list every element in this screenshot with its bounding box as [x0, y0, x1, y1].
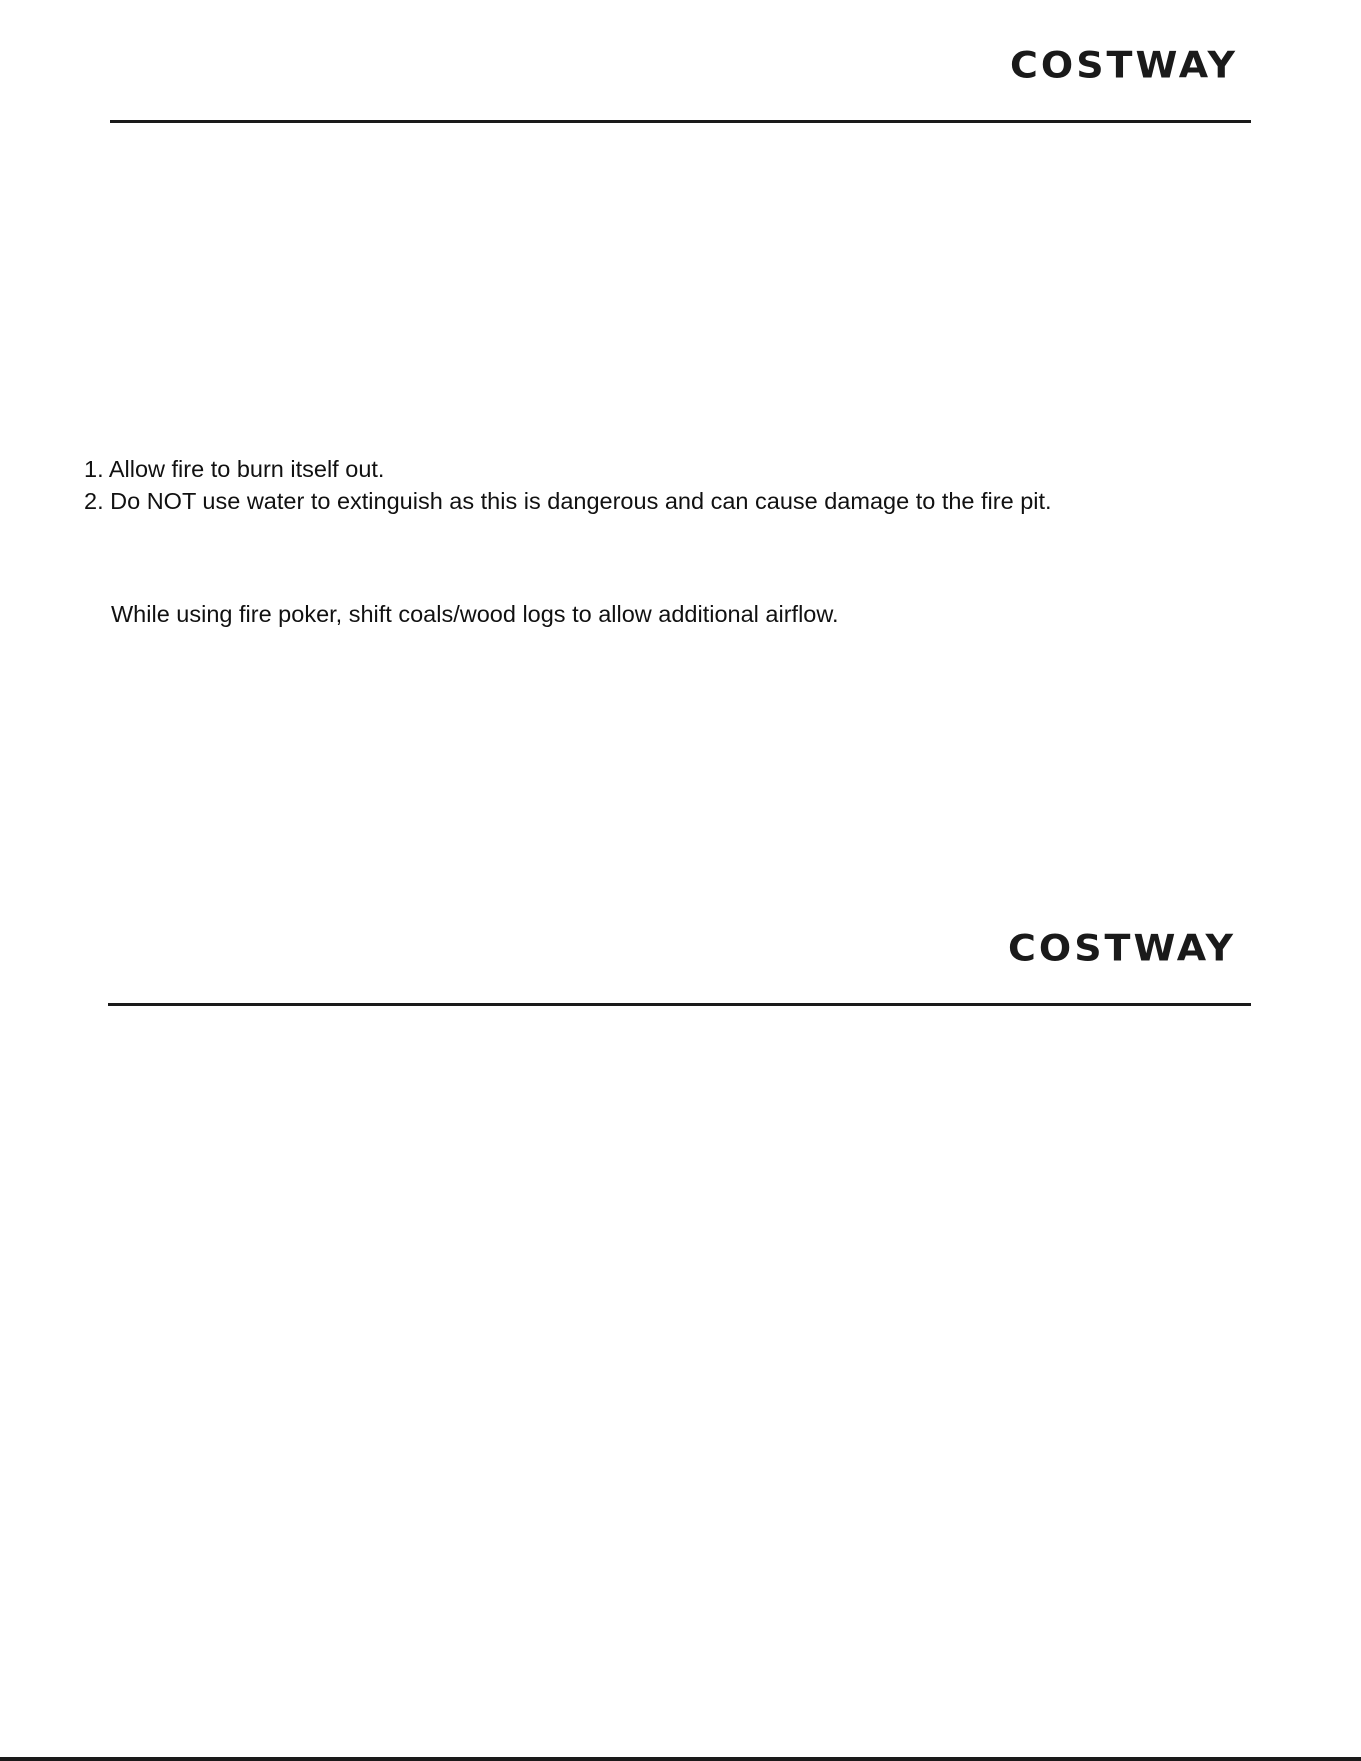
- list-item: [84, 453, 1052, 485]
- brand-logo: COSTWAY: [1010, 44, 1238, 86]
- step-number: 1.: [84, 456, 104, 482]
- list-item: [84, 485, 1052, 517]
- brand-logo: COSTWAY: [1008, 927, 1236, 969]
- section-divider: [108, 1003, 1251, 1006]
- step-number: 2.: [84, 488, 104, 514]
- page-bottom-edge: [0, 1757, 1361, 1761]
- step-text: Do NOT use water to extinguish as this is dangerous and can cause damage to the fire pit.: [110, 488, 1052, 514]
- airflow-instruction: While using fire poker, shift coals/wood logs to allow additional airflow.: [111, 601, 839, 627]
- header-divider: [110, 120, 1251, 123]
- extinguish-steps-list: [84, 453, 1052, 517]
- step-text: Allow fire to burn itself out.: [108, 456, 385, 482]
